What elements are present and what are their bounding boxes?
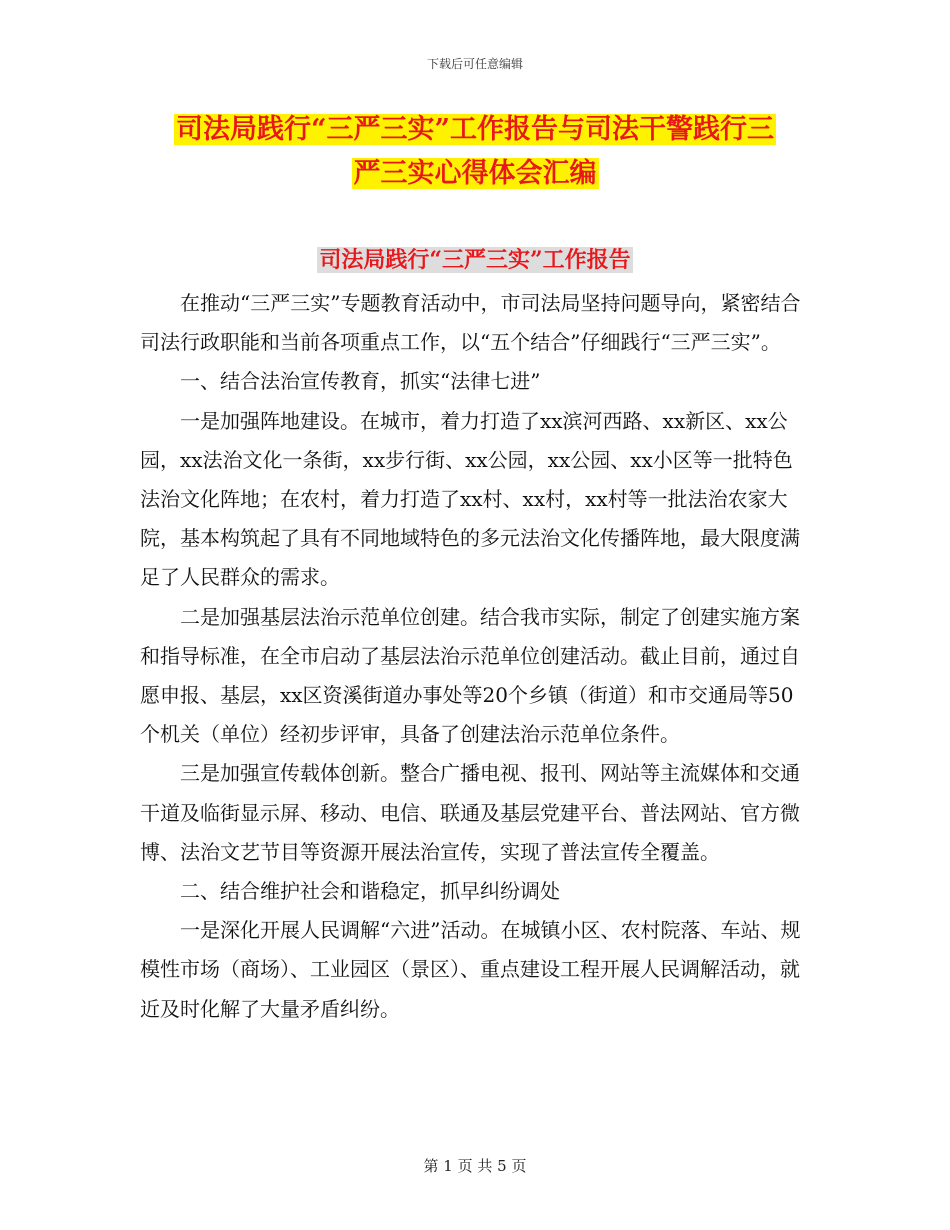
section-title-text: 司法局践行“三严三实”工作报告 (319, 247, 631, 273)
heading-section-2: 二、结合维护社会和谐稳定，抓早纠纷调处 (180, 879, 560, 904)
paragraph-intro: 在推动“三严三实”专题教育活动中，市司法局坚持问题导向，紧密结合司法行政职能和当前各项重点工作，以“五个结合”仔细践行“三严三实”。 (140, 291, 801, 355)
header-note: 下载后可任意编辑 (426, 57, 523, 71)
heading-section-1: 一、结合法治宣传教育，抓实“法律七进” (180, 369, 541, 394)
document-title (140, 108, 810, 196)
paragraph-1-3: 三是加强宣传载体创新。整合广播电视、报刊、网站等主流媒体和交通干道及临街显示屏、移动、电信、联通及基层党建平台、普法网站、官方微博、法治文艺节目等资源开展法治宣传，实现了普法宣传全覆盖。 (140, 761, 800, 864)
page-number: 第 1 页 共 5 页 (423, 1157, 527, 1175)
section-title (0, 244, 950, 276)
title-line-1: 司法局践行“三严三实”工作报告与司法干警践行三 (175, 114, 775, 145)
paragraph-1-1: 一是加强阵地建设。在城市，着力打造了xx滨河西路、xx新区、xx公园，xx法治文化一条街，xx步行街、xx公园，xx公园、xx小区等一批特色法治文化阵地；在农村，着力打造了xx村、xx村，xx村等一批法治农家大院，基本构筑起了具有不同地域特色的多元法治文化传播阵地，最大限度满足了人民群众的需求。 (140, 408, 800, 590)
title-line-2: 严三实心得体会汇编 (353, 158, 597, 189)
paragraph-2-1: 一是深化开展人民调解“六进”活动。在城镇小区、农村院落、车站、规模性市场（商场）、工业园区（景区）、重点建设工程开展人民调解活动，就近及时化解了大量矛盾纠纷。 (140, 918, 801, 1021)
paragraph-1-2: 二是加强基层法治示范单位创建。结合我市实际，制定了创建实施方案和指导标准，在全市启动了基层法治示范单位创建活动。截止目前，通过自愿申报、基层，xx区资溪街道办事处等20个乡镇（街道）和市交通局等50个机关（单位）经初步评审，具备了创建法治示范单位条件。 (140, 604, 800, 747)
document-body (140, 284, 810, 1029)
